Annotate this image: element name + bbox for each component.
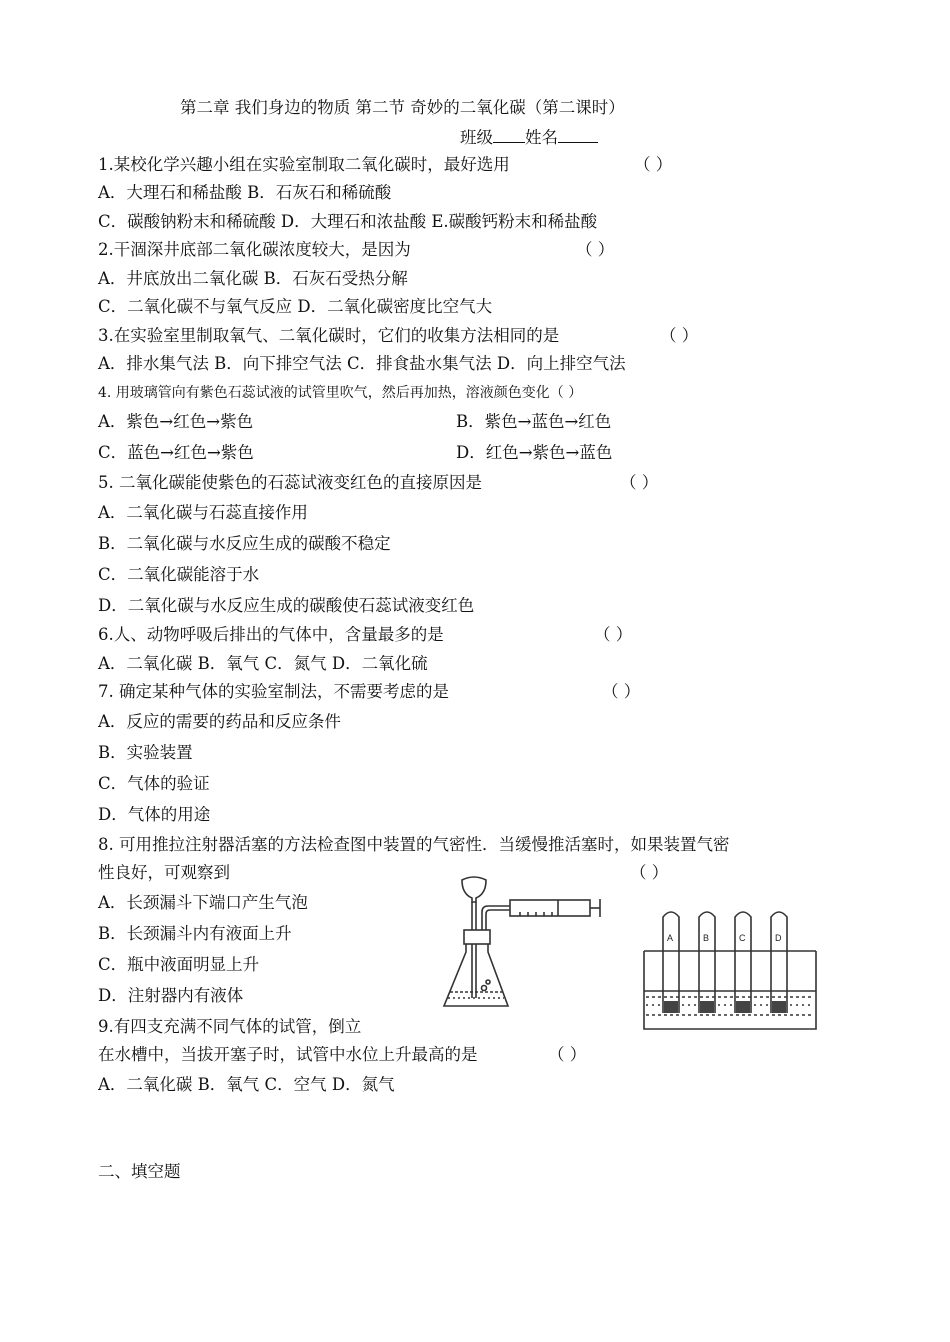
question-3-stem: 3.在实验室里制取氧气、二氧化碳时，它们的收集方法相同的是 [98, 326, 560, 345]
question-7-option-d[interactable]: D．气体的用途 [98, 805, 211, 824]
question-8-stem: 8. 可用推拉注射器活塞的方法检查图中装置的气密性．当缓慢推活塞时，如果装置气密 [98, 835, 730, 854]
question-5-option-d[interactable]: D．二氧化碳与水反应生成的碳酸使石蕊试液变红色 [98, 596, 475, 615]
question-2-options-line-1: A．井底放出二氧化碳 B．石灰石受热分解 [98, 269, 408, 288]
test-tubes-trough-figure [640, 905, 818, 1035]
question-5-option-b[interactable]: B．二氧化碳与水反应生成的碳酸不稳定 [98, 534, 391, 553]
question-6-answer-paren[interactable]: （ ） [594, 625, 633, 644]
question-6-stem: 6.人、动物呼吸后排出的气体中，含量最多的是 [98, 625, 444, 644]
question-8-option-b[interactable]: B．长颈漏斗内有液面上升 [98, 924, 292, 943]
question-8-answer-paren[interactable]: （ ） [630, 863, 669, 882]
question-2-options-line-2: C．二氧化碳不与氧气反应 D．二氧化碳密度比空气大 [98, 297, 493, 316]
question-8-stem-continued: 性良好，可观察到 [98, 863, 230, 882]
section-2-heading: 二、填空题 [98, 1162, 181, 1181]
name-label: 姓名 [525, 128, 558, 147]
question-5-option-c[interactable]: C．二氧化碳能溶于水 [98, 565, 260, 584]
class-name-line [460, 126, 598, 149]
question-5-option-a[interactable]: A．二氧化碳与石蕊直接作用 [98, 503, 308, 522]
question-8-option-d[interactable]: D．注射器内有液体 [98, 986, 244, 1005]
question-4-stem: 4. 用玻璃管向有紫色石蕊试液的试管里吹气，然后再加热，溶液颜色变化（ ） [98, 385, 583, 401]
page-title: 第二章 我们身边的物质 第二节 奇妙的二氧化碳（第二课时） [180, 98, 625, 117]
name-blank[interactable] [558, 126, 598, 143]
question-7-option-a[interactable]: A．反应的需要的药品和反应条件 [98, 712, 341, 731]
tube-label-a: A [667, 933, 674, 943]
question-5-stem: 5. 二氧化碳能使紫色的石蕊试液变红色的直接原因是 [98, 473, 482, 492]
question-7-stem: 7. 确定某种气体的实验室制法，不需要考虑的是 [98, 682, 449, 701]
question-8-option-a[interactable]: A．长颈漏斗下端口产生气泡 [98, 893, 308, 912]
question-6-options-line: A．二氧化碳 B．氧气 C．氮气 D．二氧化硫 [98, 654, 428, 673]
question-5-answer-paren[interactable]: （ ） [620, 473, 659, 492]
question-3-answer-paren[interactable]: （ ） [660, 326, 699, 345]
question-2-stem: 2.干涸深井底部二氧化碳浓度较大，是因为 [98, 240, 411, 259]
question-9-stem-continued: 在水槽中，当拔开塞子时，试管中水位上升最高的是 [98, 1045, 478, 1064]
question-4-option-b[interactable]: B．紫色→蓝色→红色 [456, 412, 612, 431]
tube-label-d: D [775, 933, 782, 943]
question-7-option-b[interactable]: B．实验装置 [98, 743, 193, 762]
question-7-option-c[interactable]: C．气体的验证 [98, 774, 210, 793]
question-4-option-a[interactable]: A．紫色→红色→紫色 [98, 412, 254, 431]
question-9-answer-paren[interactable]: （ ） [548, 1045, 587, 1064]
question-1-stem: 1.某校化学兴趣小组在实验室制取二氧化碳时，最好选用 [98, 155, 510, 174]
question-2-answer-paren[interactable]: （ ） [576, 240, 615, 259]
airtightness-apparatus-figure [440, 872, 610, 1012]
question-3-options-line: A．排水集气法 B．向下排空气法 C．排食盐水集气法 D．向上排空气法 [98, 354, 626, 373]
class-label: 班级 [460, 128, 493, 147]
question-8-option-c[interactable]: C．瓶中液面明显上升 [98, 955, 260, 974]
tube-label-c: C [739, 933, 746, 943]
question-4-option-c[interactable]: C．蓝色→红色→紫色 [98, 443, 254, 462]
question-1-options-line-1: A．大理石和稀盐酸 B．石灰石和稀硫酸 [98, 183, 392, 202]
question-1-answer-paren[interactable]: （ ） [634, 155, 673, 174]
class-blank[interactable] [493, 126, 525, 143]
tube-label-b: B [703, 933, 710, 943]
question-7-answer-paren[interactable]: （ ） [602, 682, 641, 701]
question-4-option-d[interactable]: D．红色→紫色→蓝色 [456, 443, 613, 462]
question-9-options-line: A．二氧化碳 B．氧气 C．空气 D．氮气 [98, 1075, 395, 1094]
question-1-options-line-2: C．碳酸钠粉末和稀硫酸 D．大理石和浓盐酸 E.碳酸钙粉末和稀盐酸 [98, 212, 598, 231]
question-9-stem: 9.有四支充满不同气体的试管，倒立 [98, 1017, 362, 1036]
